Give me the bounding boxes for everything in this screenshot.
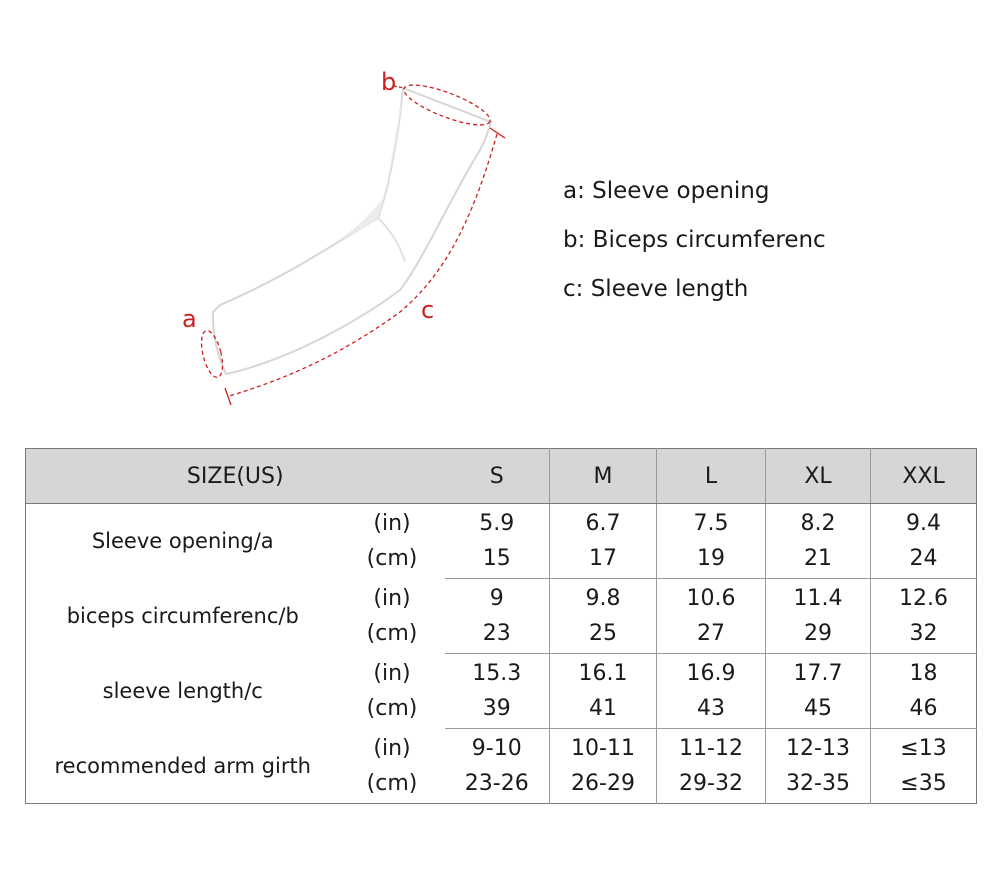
unit-cm: (cm) — [366, 621, 418, 646]
value-in: 6.7 — [585, 511, 621, 536]
value-cm: 26-29 — [571, 771, 635, 796]
legend-item-b: b: Biceps circumferenc — [563, 227, 826, 253]
value-cm: 45 — [804, 696, 833, 721]
unit-cell — [340, 504, 445, 579]
unit-in: (in) — [373, 586, 411, 611]
value-cell — [445, 579, 550, 654]
value-cm: 15 — [482, 546, 511, 571]
value-cm: 23-26 — [464, 771, 529, 796]
value-in: 11-12 — [679, 736, 743, 761]
measure-name: biceps circumferenc/b — [66, 604, 299, 628]
table-row — [26, 579, 977, 654]
unit-in: (in) — [373, 661, 411, 686]
unit-cell — [340, 729, 445, 804]
value-in: 9-10 — [471, 736, 522, 761]
value-cm: 39 — [482, 696, 511, 721]
measure-name: recommended arm girth — [54, 753, 311, 778]
value-cell — [871, 579, 977, 654]
value-in: 17.7 — [793, 661, 843, 686]
value-cell — [871, 654, 977, 729]
value-in: ≤13 — [900, 736, 947, 761]
label-a: a — [182, 305, 197, 333]
length-tick-top — [490, 128, 505, 138]
value-cm: 32-35 — [786, 771, 850, 796]
value-cm: 19 — [697, 546, 726, 571]
measure-name: Sleeve opening/a — [91, 529, 274, 554]
value-cm: 21 — [804, 546, 833, 571]
value-cm: 29-32 — [679, 771, 743, 796]
value-cell — [445, 729, 550, 804]
unit-in: (in) — [373, 735, 411, 761]
value-in: 16.1 — [578, 661, 628, 686]
value-cell — [766, 504, 871, 579]
value-cell — [550, 579, 657, 654]
unit-in: (in) — [373, 511, 411, 537]
label-b: b — [381, 68, 397, 96]
value-in: 12-13 — [786, 736, 850, 761]
value-cell — [550, 654, 657, 729]
size-chart-table — [25, 448, 977, 804]
value-cell — [871, 729, 977, 804]
value-in: 7.5 — [693, 511, 729, 536]
size-header-xl: XL — [766, 449, 871, 504]
unit-cm: (cm) — [366, 696, 418, 721]
size-header-s: S — [445, 449, 550, 504]
table-row — [26, 729, 977, 804]
value-cell — [445, 504, 550, 579]
value-cell — [445, 654, 550, 729]
measure-name: sleeve length/c — [102, 679, 263, 703]
value-cm: 23 — [482, 621, 511, 646]
value-in: 8.2 — [800, 511, 836, 536]
value-cm: ≤35 — [900, 771, 947, 796]
value-in: 10-11 — [571, 736, 635, 761]
legend-item-a: a: Sleeve opening — [563, 178, 770, 204]
value-cell — [550, 729, 657, 804]
value-in: 12.6 — [899, 586, 948, 611]
value-cm: 24 — [909, 546, 938, 571]
value-in: 11.4 — [793, 586, 843, 611]
value-cm: 29 — [804, 621, 833, 646]
value-cell — [657, 729, 766, 804]
value-cell — [657, 654, 766, 729]
value-cm: 25 — [589, 621, 618, 646]
table-row — [26, 654, 977, 729]
legend-item-c: c: Sleeve length — [563, 276, 749, 302]
size-header-xxl: XXL — [871, 449, 977, 504]
unit-cm: (cm) — [366, 770, 418, 796]
unit-cm: (cm) — [366, 546, 418, 572]
value-cm: 17 — [589, 546, 618, 571]
unit-cell — [340, 579, 445, 654]
value-cell — [766, 729, 871, 804]
value-cell — [657, 579, 766, 654]
value-cell — [871, 504, 977, 579]
value-cell — [766, 579, 871, 654]
value-cell — [766, 654, 871, 729]
value-in: 18 — [909, 661, 938, 686]
value-in: 15.3 — [472, 661, 522, 686]
measurement-legend — [563, 172, 826, 319]
length-tick-bottom — [225, 388, 231, 405]
label-c: c — [421, 296, 435, 324]
unit-cell — [340, 654, 445, 729]
table-row — [26, 504, 977, 579]
value-in: 9.4 — [906, 511, 942, 536]
value-cell — [550, 504, 657, 579]
value-in: 5.9 — [479, 511, 515, 536]
value-in: 10.6 — [686, 586, 736, 611]
value-cell — [657, 504, 766, 579]
size-header-label: SIZE(US) — [26, 449, 445, 504]
size-header-m: M — [550, 449, 657, 504]
value-cm: 43 — [697, 696, 726, 721]
value-cm: 27 — [697, 621, 726, 646]
value-in: 16.9 — [686, 661, 736, 686]
sleeve-diagram — [0, 0, 1000, 430]
table-header-row — [26, 449, 977, 504]
value-in: 9 — [489, 586, 504, 611]
value-in: 9.8 — [585, 586, 621, 611]
value-cm: 32 — [909, 621, 938, 646]
value-cm: 41 — [589, 696, 618, 721]
value-cm: 46 — [909, 696, 938, 721]
size-header-l: L — [657, 449, 766, 504]
